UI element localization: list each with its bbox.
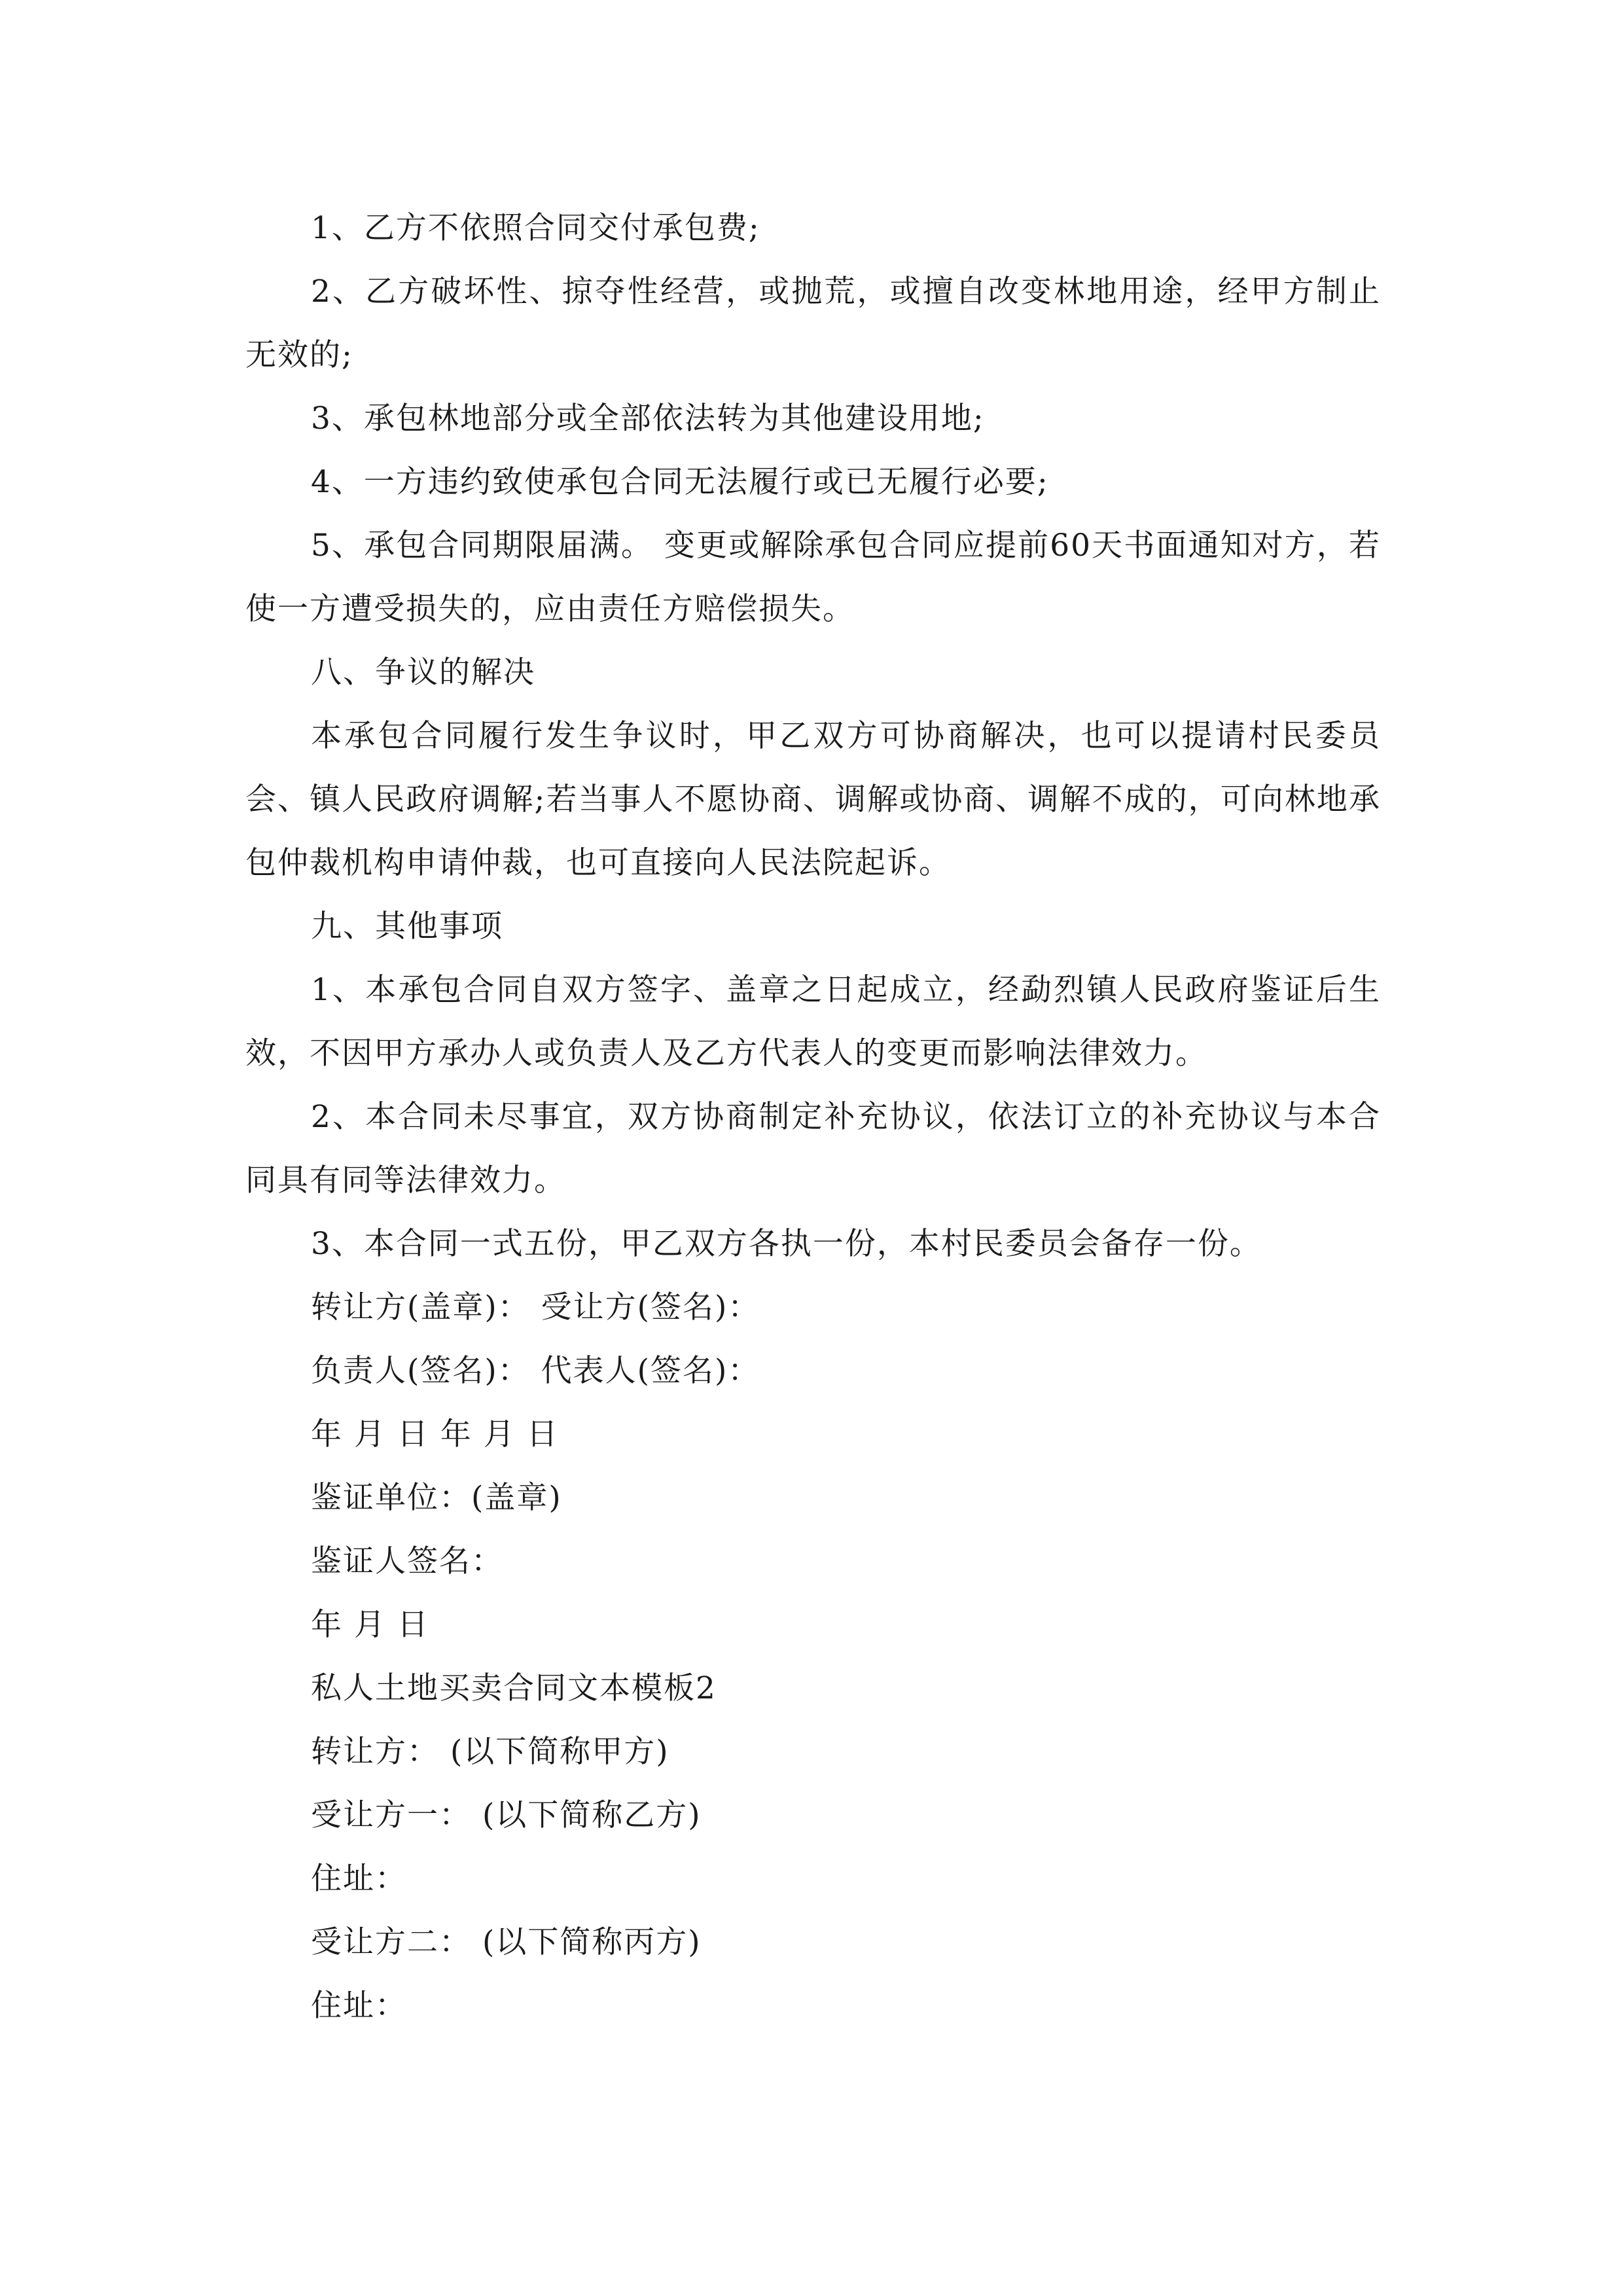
clause-paragraph: 1、乙方不依照合同交付承包费; [311,210,760,246]
signature-line: 负责人(签名)： 代表人(签名)： [311,1353,760,1389]
clause-paragraph: 1、本承包合同自双方签字、盖章之日起成立，经勐烈镇人民政府鉴证后生效，不因甲方承办人或负责人及乙方代表人的变更而影响法律效力。 [245,972,1381,1071]
clause-paragraph: 5、承包合同期限届满。 变更或解除承包合同应提前60天书面通知对方，若使一方遭受损失的，应由责任方赔偿损失。 [245,528,1381,627]
signature-line: 鉴证单位：(盖章) [311,1480,562,1516]
party-line: 转让方： (以下简称甲方) [311,1734,669,1770]
clause-paragraph: 3、承包林地部分或全部依法转为其他建设用地; [311,401,985,437]
signature-line: 转让方(盖章)： 受让方(签名)： [311,1289,760,1325]
date-line: 年 月 日 年 月 日 [311,1416,559,1452]
address-line: 住址： [311,1861,407,1897]
template-title: 私人土地买卖合同文本模板2 [311,1670,717,1706]
clause-paragraph: 本承包合同履行发生争议时，甲乙双方可协商解决，也可以提请村民委员会、镇人民政府调解;若当事人不愿协商、调解或协商、调解不成的，可向林地承包仲裁机构申请仲裁，也可直接向人民法院起诉。 [245,718,1381,881]
party-line: 受让方二： (以下简称丙方) [311,1924,702,1960]
clause-paragraph: 2、乙方破坏性、掠夺性经营，或抛荒，或擅自改变林地用途，经甲方制止无效的; [245,274,1381,373]
section-heading: 九、其他事项 [311,908,503,944]
document-body [245,196,1381,2037]
clause-paragraph: 2、本合同未尽事宜，双方协商制定补充协议，依法订立的补充协议与本合同具有同等法律效力。 [245,1099,1381,1198]
date-line: 年 月 日 [311,1607,429,1643]
address-line: 住址： [311,1988,407,2024]
section-heading: 八、争议的解决 [311,655,535,691]
signature-line: 鉴证人签名： [311,1543,503,1579]
clause-paragraph: 3、本合同一式五份，甲乙双方各执一份，本村民委员会备存一份。 [311,1226,1262,1262]
party-line: 受让方一： (以下简称乙方) [311,1797,702,1833]
clause-paragraph: 4、一方违约致使承包合同无法履行或已无履行必要; [311,464,1049,500]
